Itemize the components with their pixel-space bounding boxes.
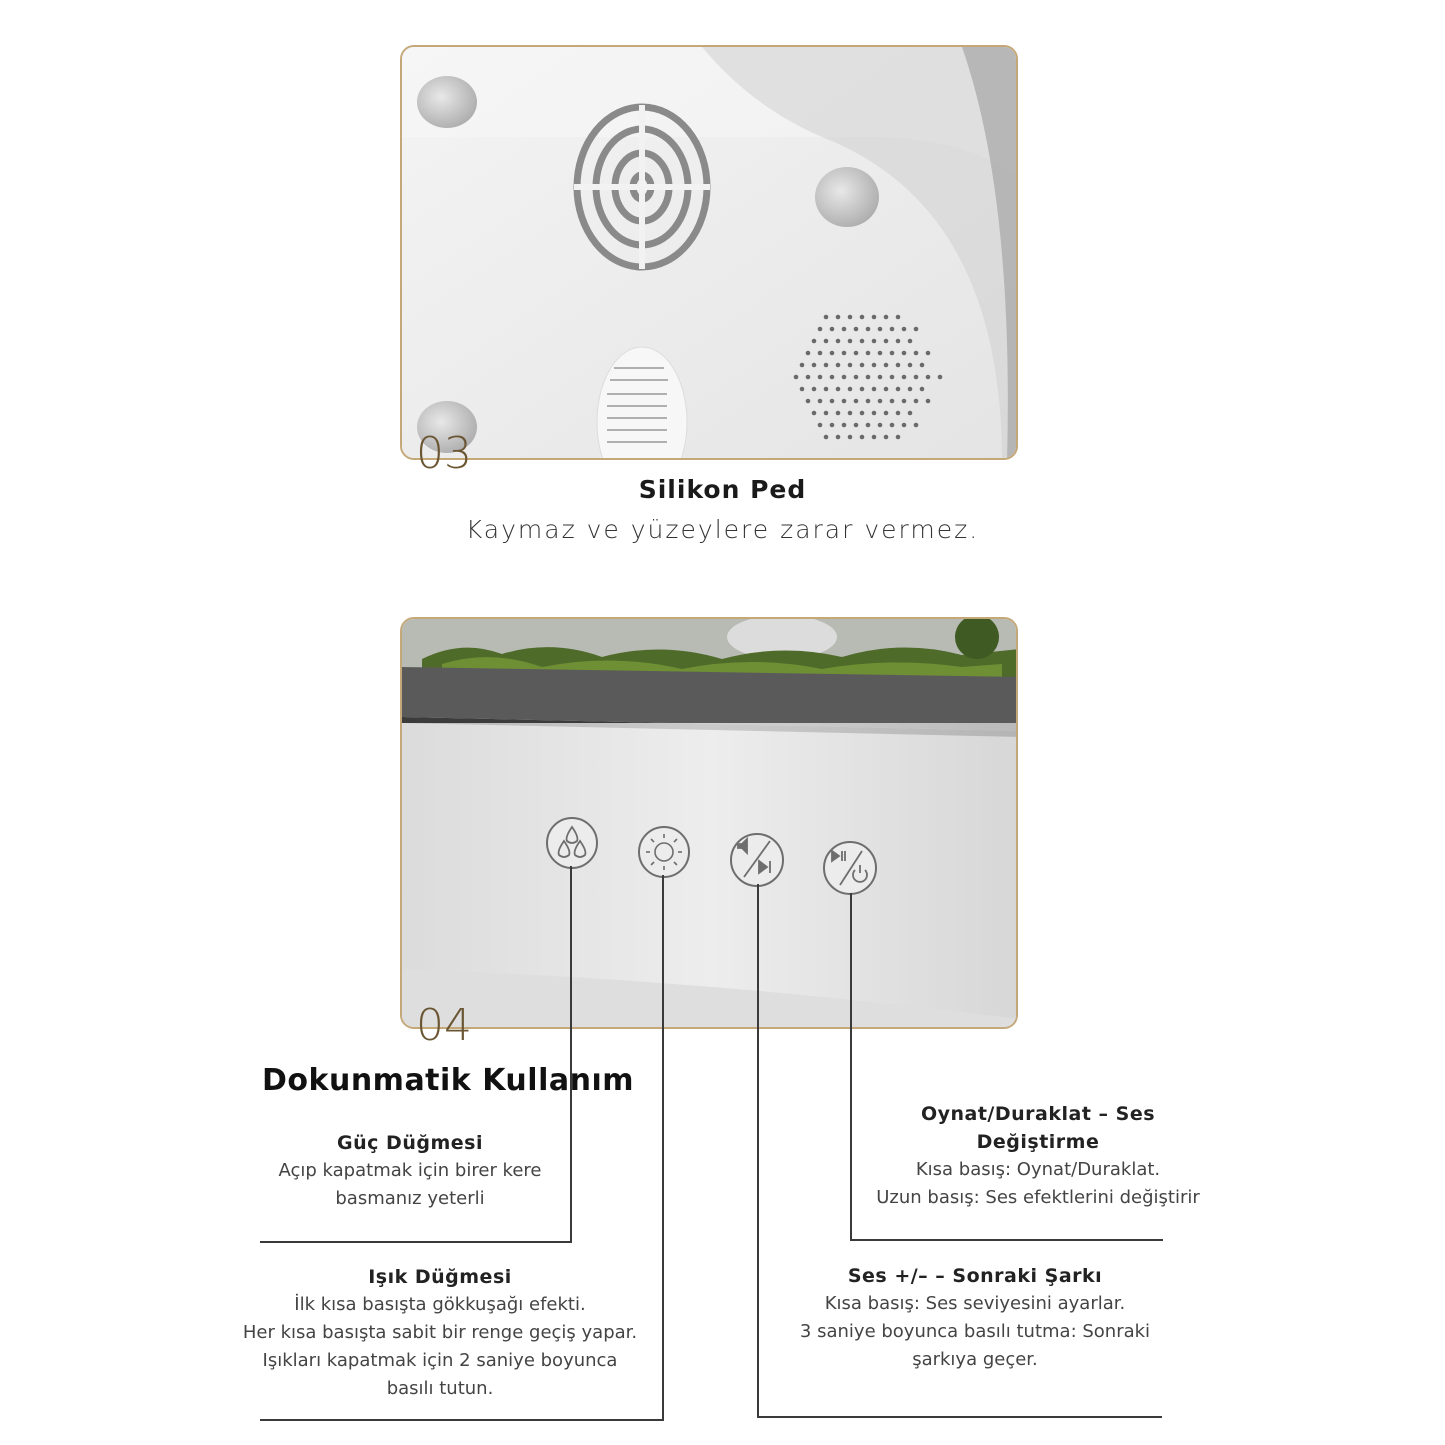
light-underline: [260, 1419, 664, 1421]
volume-line-3: şarkıya geçer.: [912, 1349, 1038, 1370]
play-button-title-2: Değiştirme: [976, 1131, 1100, 1153]
power-button-title: Güç Düğmesi: [337, 1132, 483, 1154]
silicone-pad-description: Kaymaz ve yüzeylere zarar vermez.: [465, 515, 980, 544]
play-line-2: Uzun basış: Ses efektlerini değiştirir: [876, 1187, 1200, 1208]
light-touch-button[interactable]: [639, 827, 689, 877]
light-button-description: [210, 1263, 670, 1403]
power-line-1: Açıp kapatmak için birer kere: [278, 1160, 542, 1181]
play-underline: [850, 1239, 1163, 1241]
volume-button-title: Ses +/– – Sonraki Şarkı: [847, 1265, 1103, 1287]
play-pause-power-touch-button[interactable]: [824, 842, 876, 894]
step-number-04: 04: [416, 1000, 472, 1051]
light-line-1: İlk kısa basışta gökkuşağı efekti.: [294, 1294, 586, 1315]
light-button-title: Işık Düğmesi: [368, 1266, 512, 1288]
touch-usage-heading: Dokunmatik Kullanım: [262, 1063, 634, 1098]
device-bottom-illustration: [402, 47, 1018, 460]
silicone-foot: [815, 167, 879, 227]
silicone-pad-photo: [400, 45, 1018, 460]
touch-controls-photo: [400, 617, 1018, 1029]
play-line-1: Kısa basış: Oynat/Duraklat.: [915, 1159, 1161, 1180]
fan-grille: [574, 105, 710, 269]
device-front-illustration: [402, 619, 1018, 1029]
light-line-2: Her kısa basışta sabit bir renge geçiş yapar.: [242, 1322, 638, 1343]
volume-next-touch-button[interactable]: [731, 834, 783, 886]
power-touch-button[interactable]: [547, 818, 597, 868]
silicone-foot: [417, 76, 477, 128]
step-number-03: 03: [416, 428, 472, 479]
volume-line-1: Kısa basış: Ses seviyesini ayarlar.: [824, 1293, 1126, 1314]
play-button-description: [850, 1100, 1226, 1212]
play-button-title-1: Oynat/Duraklat – Ses: [920, 1103, 1156, 1125]
volume-underline: [757, 1416, 1162, 1418]
power-button-description: [245, 1129, 575, 1213]
volume-connector-line: [757, 884, 759, 1418]
light-line-3: Işıkları kapatmak için 2 saniye boyunca: [262, 1350, 618, 1371]
light-line-4: basılı tutun.: [386, 1378, 494, 1399]
power-underline: [260, 1241, 572, 1243]
volume-button-description: [770, 1262, 1180, 1374]
power-line-2: basmanız yeterli: [335, 1188, 485, 1209]
volume-line-2: 3 saniye boyunca basılı tutma: Sonraki: [799, 1321, 1151, 1342]
silicone-pad-title: Silikon Ped: [638, 475, 807, 504]
